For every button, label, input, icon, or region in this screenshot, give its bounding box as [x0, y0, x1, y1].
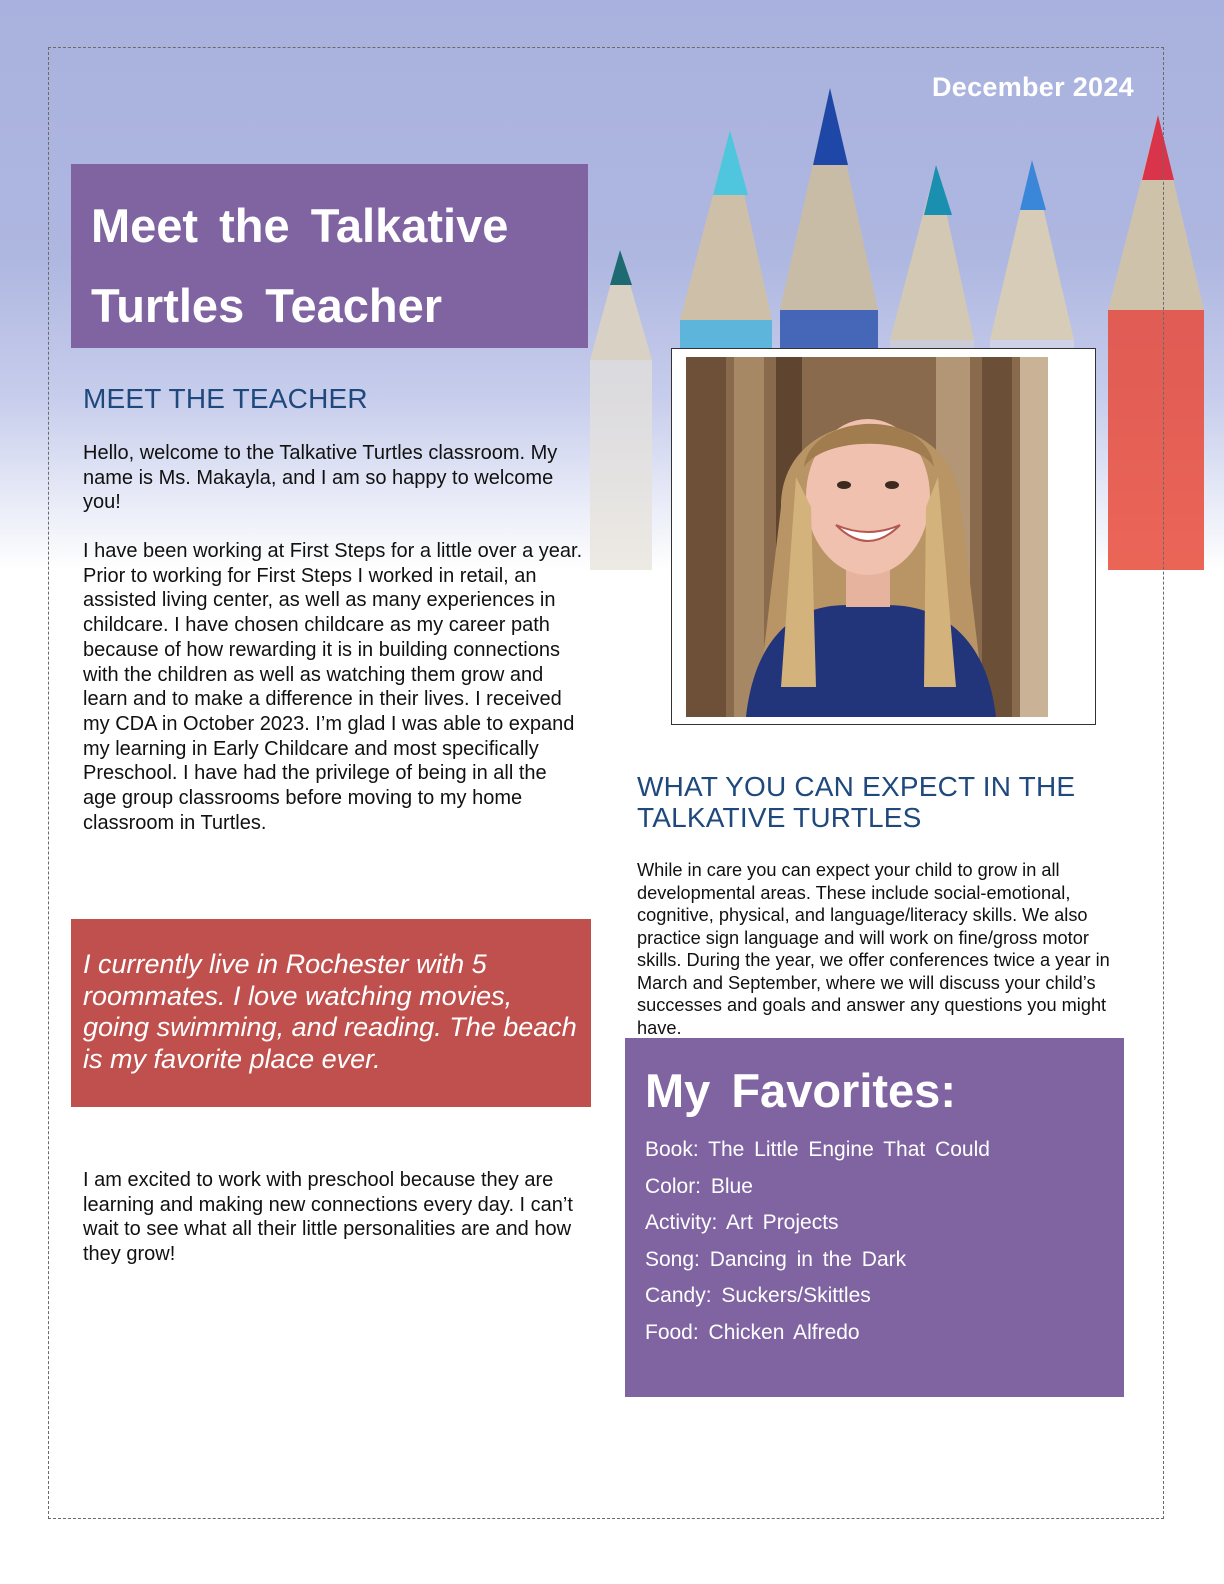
teacher-photo	[686, 357, 1048, 717]
favorite-candy: Candy: Suckers/Skittles	[645, 1284, 871, 1308]
favorite-food: Food: Chicken Alfredo	[645, 1320, 860, 1344]
closing-paragraph: I am excited to work with preschool because they are learning and making new connections every day. I can’t wait to see what all their little personalities are and how they grow!	[83, 1169, 573, 1266]
issue-date: December 2024	[931, 72, 1134, 102]
expect-paragraph: While in care you can expect your child to grow in all developmental areas. These include social-emotional, cognitive, physical, and language/literacy skills. We also practice sign language and will work on fine/gross motor skills. During the year, we offer conferences twice a year in March and September, where we will discuss your child’s successes and goals and answer any questions you might have.	[637, 860, 1110, 1038]
favorite-song: Song: Dancing in the Dark	[645, 1247, 907, 1271]
expect-heading-line-1: WHAT YOU CAN EXPECT IN THE	[637, 771, 1076, 802]
meet-teacher-heading: MEET THE TEACHER	[83, 383, 368, 414]
background-paragraph: I have been working at First Steps for a little over a year. Prior to working for First Steps I worked in retail, an assisted living center, as well as many experiences in childcare. I have chosen childcare as my career path because of how rewarding it is in building connections with the children as well as watching them grow and learn and to make a difference in their lives. I received my CDA in October 2023. I’m glad I was able to expand my learning in Early Childcare and most specifically Preschool. I have had the privilege of being in all the age group classrooms before moving to my home classroom in Turtles.	[83, 540, 583, 834]
favorites-box	[625, 1038, 1124, 1397]
favorite-activity: Activity: Art Projects	[645, 1211, 839, 1235]
teacher-photo-frame	[671, 348, 1096, 725]
favorite-book: Book: The Little Engine That Could	[645, 1138, 990, 1161]
favorites-title: My Favorites:	[645, 1064, 956, 1117]
expect-heading-line-2: TALKATIVE TURTLES	[637, 802, 922, 833]
expect-heading	[637, 771, 1075, 833]
title-line-2: Turtles Teacher	[91, 279, 443, 332]
favorite-color: Color: Blue	[645, 1174, 753, 1198]
personal-quote: I currently live in Rochester with 5 roommates. I love watching movies, going swimming, and reading. The beach is my favorite place ever.	[83, 949, 577, 1074]
intro-paragraph: Hello, welcome to the Talkative Turtles classroom. My name is Ms. Makayla, and I am so happy to welcome you!	[83, 442, 558, 514]
title-line-1: Meet the Talkative	[91, 199, 509, 252]
personal-quote-box	[71, 919, 591, 1107]
title-banner	[71, 164, 588, 348]
